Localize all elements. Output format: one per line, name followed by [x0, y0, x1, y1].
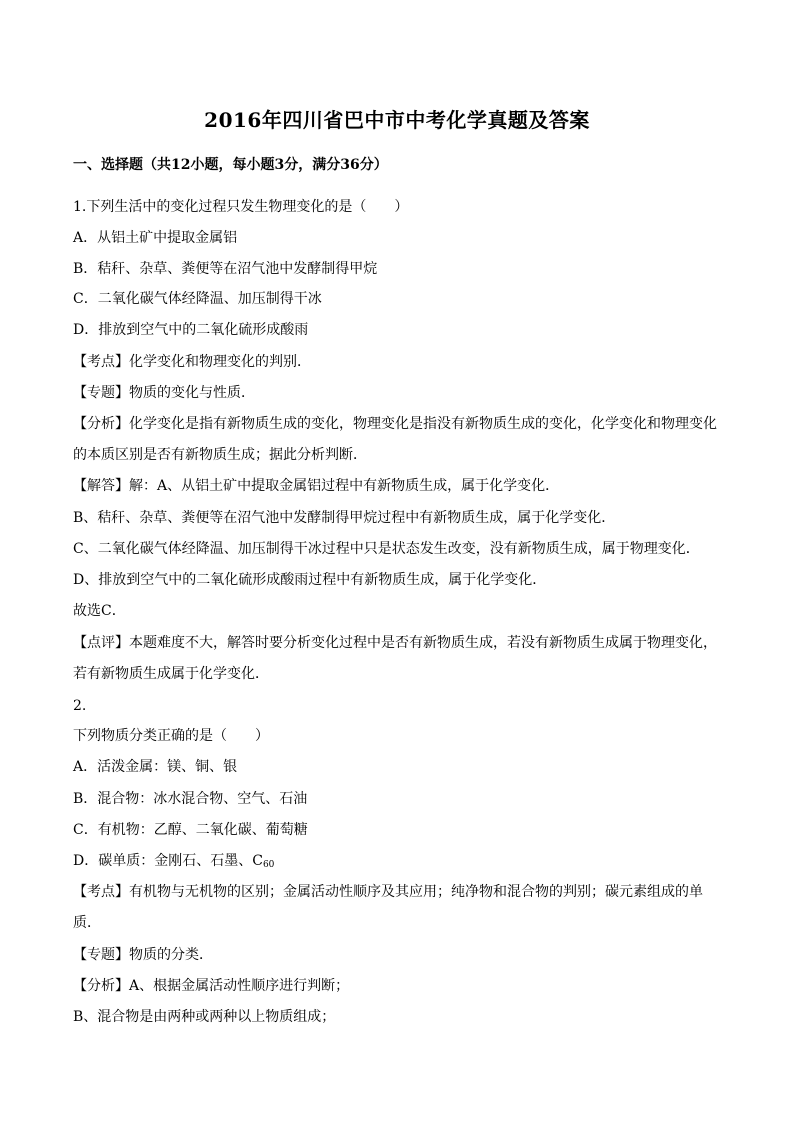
- q2-option-d-text: D．碳单质：金刚石、石墨、C: [73, 853, 263, 869]
- q2-fenxi-line1: 【分析】A、根据金属活动性顺序进行判断；: [73, 978, 350, 994]
- q1-fenxi-line2: 的本质区别是否有新物质生成；据此分析判断．: [73, 447, 367, 463]
- q2-option-c: C．有机物：乙醇、二氧化碳、葡萄糖: [73, 822, 308, 838]
- q2-option-d: [73, 851, 274, 875]
- q2-option-b: B．混合物：冰水混合物、空气、石油: [73, 791, 308, 807]
- q1-answer: 故选C．: [73, 603, 126, 619]
- q1-jieda-line4: D、排放到空气中的二氧化硫形成酸雨过程中有新物质生成，属于化学变化．: [73, 572, 547, 588]
- q2-option-a: A．活泼金属：镁、铜、银: [73, 759, 238, 775]
- q1-dianping-line1: 【点评】本题难度不大，解答时要分析变化过程中是否有新物质生成，若没有新物质生成属于物理变化，: [73, 635, 717, 651]
- section-heading: 一、选择题（共12小题，每小题3分，满分36分）: [73, 157, 388, 173]
- q1-stem: 1.下列生活中的变化过程只发生物理变化的是（ ）: [73, 199, 409, 215]
- q1-jieda-line1: 【解答】解：A、从铝土矿中提取金属铝过程中有新物质生成，属于化学变化．: [73, 478, 560, 494]
- q1-option-a: A．从铝土矿中提取金属铝: [73, 230, 238, 246]
- q2-option-d-subscript: 60: [262, 860, 275, 870]
- q1-option-c: C．二氧化碳气体经降温、加压制得干冰: [73, 291, 322, 307]
- q1-jieda-line2: B、秸秆、杂草、粪便等在沼气池中发酵制得甲烷过程中有新物质生成，属于化学变化．: [73, 510, 616, 526]
- q1-dianping-line2: 若有新物质生成属于化学变化．: [73, 666, 269, 682]
- q2-number: 2.: [73, 698, 87, 714]
- q2-stem: 下列物质分类正确的是（ ）: [73, 728, 269, 744]
- q1-fenxi-line1: 【分析】化学变化是指有新物质生成的变化，物理变化是指没有新物质生成的变化，化学变化和物理变化: [73, 416, 717, 432]
- page-title: 2016年四川省巴中市中考化学真题及答案: [204, 108, 590, 132]
- q1-jieda-line3: C、二氧化碳气体经降温、加压制得干冰过程中只是状态发生改变，没有新物质生成，属于物理变化．: [73, 541, 700, 557]
- q2-zhuanti: 【专题】物质的分类．: [73, 947, 213, 963]
- q1-kaodian: 【考点】化学变化和物理变化的判别．: [73, 354, 311, 370]
- q2-fenxi-line2: B、混合物是由两种或两种以上物质组成；: [73, 1009, 336, 1025]
- q2-kaodian-line2: 质．: [73, 915, 101, 931]
- q2-kaodian-line1: 【考点】有机物与无机物的区别；金属活动性顺序及其应用；纯净物和混合物的判别；碳元素组成的单: [73, 884, 703, 900]
- q1-zhuanti: 【专题】物质的变化与性质．: [73, 385, 255, 401]
- q1-option-b: B．秸秆、杂草、粪便等在沼气池中发酵制得甲烷: [73, 261, 378, 277]
- q1-option-d: D．排放到空气中的二氧化硫形成酸雨: [73, 322, 309, 338]
